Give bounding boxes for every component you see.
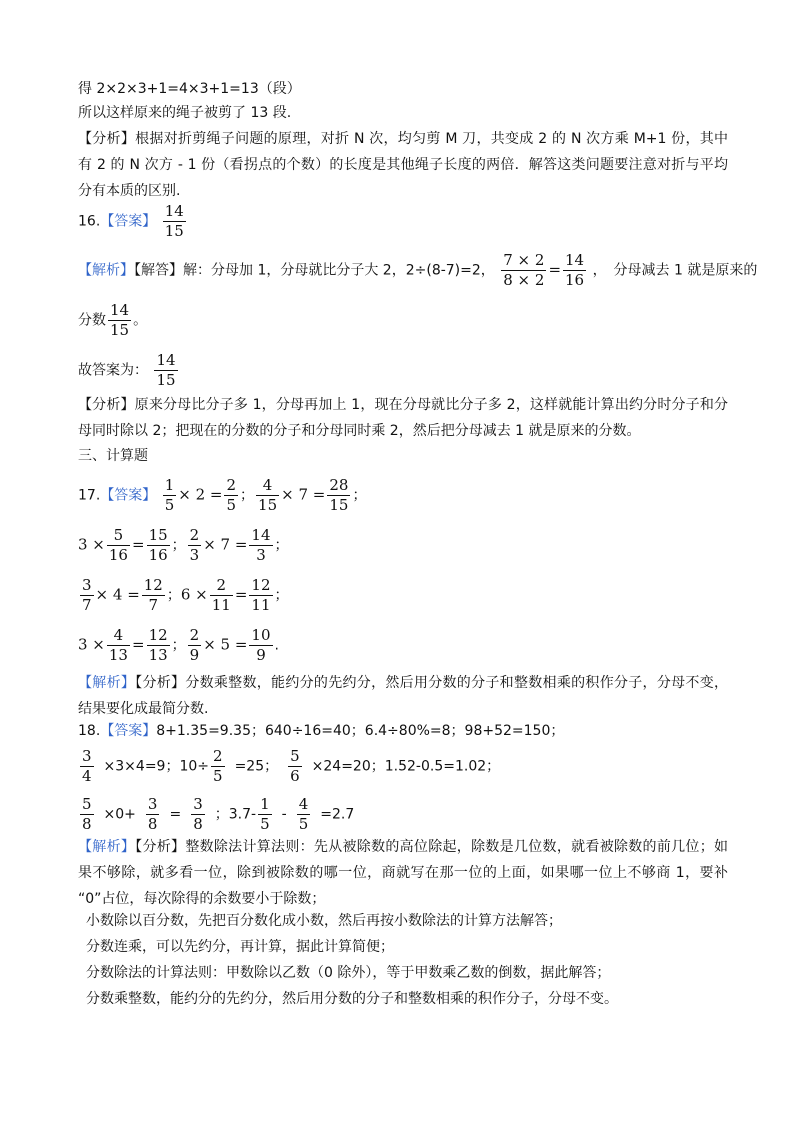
text-segment: ×24=20；1.52-0.5=1.02；: [311, 758, 501, 775]
fraction: [163, 477, 177, 514]
denominator: 3: [256, 546, 266, 564]
numerator: 3: [82, 576, 92, 594]
denominator: 8: [147, 815, 158, 833]
denominator: 5: [298, 815, 309, 833]
numerator: 5: [82, 795, 92, 813]
fraction: [288, 748, 302, 785]
text-segment: ；: [274, 537, 289, 554]
top-result: 所以这样原来的绳子被剪了 13 段.: [78, 105, 292, 121]
numerator: 3: [82, 747, 92, 765]
text-segment: =: [234, 585, 248, 604]
text-segment: 3 ×: [78, 635, 105, 654]
text-segment: =: [131, 535, 145, 554]
fraction: [249, 527, 272, 564]
numerator: 1: [164, 476, 175, 494]
text-segment: × 2 =: [178, 485, 223, 504]
fraction: [256, 477, 279, 514]
numerator: 14: [110, 301, 130, 319]
numerator: 12: [148, 626, 168, 644]
numerator: 12: [251, 576, 271, 594]
numerator: 4: [298, 795, 309, 813]
text-segment: × 4 =: [95, 585, 140, 604]
denominator: 11: [211, 596, 231, 614]
text-segment: × 5 =: [203, 635, 248, 654]
fraction: [297, 796, 311, 833]
denominator: 3: [189, 546, 200, 564]
numerator: 14: [251, 526, 271, 544]
denominator: 9: [189, 646, 200, 664]
q18-row2: [78, 748, 500, 785]
denominator: 5: [260, 815, 270, 833]
denominator: 16: [148, 546, 168, 564]
numerator: 2: [210, 577, 233, 596]
question-number: 16.: [78, 213, 101, 230]
numerator: 14: [156, 351, 176, 369]
fraction: [147, 527, 170, 564]
jiexi-tag: 【解析】: [78, 262, 134, 279]
fraction: [224, 477, 238, 514]
denominator: 15: [258, 496, 278, 514]
fraction: [80, 577, 94, 614]
q18-row3: [78, 796, 354, 833]
q17-row4: [78, 627, 279, 664]
denominator: 7: [82, 596, 92, 614]
text-segment: .: [274, 637, 279, 654]
q16-solution-line: [78, 252, 757, 289]
analysis-tag: 【分析】: [135, 675, 186, 691]
denominator: 5: [164, 496, 175, 514]
fraction: [80, 796, 94, 833]
fraction: [142, 577, 165, 614]
analysis-tag: 【分析】: [78, 397, 135, 413]
numerator: 5: [290, 747, 300, 765]
fraction: [258, 796, 272, 833]
denominator: 15: [329, 496, 349, 514]
q16-expr-fraction: [501, 252, 546, 289]
q16-so-answer: [78, 352, 180, 389]
text-segment: ；: [171, 537, 186, 554]
fraction: [211, 748, 225, 785]
q18-analysis: [78, 834, 728, 912]
text-segment: × 7 =: [203, 535, 248, 554]
q16-final-fraction: [154, 352, 177, 389]
fraction: [249, 627, 272, 664]
text-segment: -: [281, 806, 287, 823]
text-segment: ×0+: [103, 806, 136, 823]
fraction: [249, 577, 272, 614]
text-segment: ；: [240, 487, 255, 504]
q17-analysis: [78, 670, 728, 722]
denominator: 4: [82, 767, 92, 785]
q18-para5: 分数乘整数，能约分的先约分，然后用分数的分子和整数相乘的积作分子，分母不变。: [86, 991, 618, 1007]
text-segment: =: [131, 635, 145, 654]
denominator: 15: [110, 321, 130, 339]
denominator: 7: [148, 596, 159, 614]
denominator: 13: [148, 646, 168, 664]
top-equation: 得 2×2×3+1=4×3+1=13（段）: [78, 81, 301, 97]
q18-line1: [78, 721, 564, 741]
text-segment: 6 ×: [180, 585, 208, 604]
denominator: 15: [156, 371, 176, 389]
text-segment: 8+1.35=9.35；640÷16=40；6.4÷80%=8；98+52=150；: [156, 723, 565, 739]
text-segment: =: [548, 260, 562, 279]
numerator: 2: [226, 476, 237, 494]
fraction: [80, 748, 94, 785]
denominator: 16: [565, 271, 585, 289]
fraction: [210, 577, 233, 614]
analysis-tag: 【分析】: [135, 839, 186, 855]
text-segment: ；3.7-: [214, 806, 257, 823]
denominator: 8: [193, 815, 203, 833]
text-segment: 分数: [78, 312, 106, 329]
denominator: 5: [226, 496, 237, 514]
denominator: 16: [108, 546, 128, 564]
numerator: 15: [148, 526, 168, 544]
text-segment: 分数乘整数，能约分的先约分，然后用分数的分子和整数相乘的积作分子，分母不变，结果要化成最简分数.: [78, 675, 728, 717]
q16-result-fraction: [563, 252, 586, 289]
text-segment: 。: [133, 312, 148, 329]
q17-row3: [78, 577, 289, 614]
top-analysis: [78, 126, 728, 204]
text-segment: ， 分母减去 1 就是原来的: [592, 262, 758, 279]
denominator: 5: [213, 767, 223, 785]
text-segment: ；: [274, 587, 289, 604]
denominator: 8: [82, 815, 92, 833]
denominator: 9: [256, 646, 266, 664]
numerator: 4: [256, 477, 279, 496]
q18-para3: 分数连乘，可以先约分，再计算，据此计算简便；: [86, 939, 394, 955]
answer-tag: 【答案】: [100, 487, 157, 504]
text-segment: 解：分母加 1，分母就比分子大 2，2÷(8-7)=2，: [183, 262, 495, 279]
q16-solution-line2: [78, 302, 147, 339]
denominator: 11: [251, 596, 271, 614]
numerator: 1: [260, 795, 270, 813]
answer-tag: 【答案】: [100, 213, 157, 230]
text-segment: =: [169, 806, 182, 823]
fraction: [327, 477, 350, 514]
numerator: 2: [213, 747, 223, 765]
q18-para2: 小数除以百分数，先把百分数化成小数，然后再按小数除法的计算方法解答；: [86, 913, 562, 929]
answer-tag: 【答案】: [100, 723, 157, 739]
text-segment: 原来分母比分子多 1，分母再加上 1，现在分母就比分子多 2，这样就能计算出约分时分子和分母同时除以 2；把现在的分数的分子和分母同时乘 2，然后把分母减去 1 就是原来的分数。: [78, 397, 729, 439]
question-number: 17.: [78, 487, 101, 504]
numerator: 5: [107, 527, 130, 546]
text-segment: =25；: [234, 758, 279, 775]
text-segment: 3 ×: [78, 535, 105, 554]
text-segment: 整数除法计算法则：先从被除数的高位除起，除数是几位数，就看被除数的前几位；如果不够除，就多看一位，除到被除数的哪一位，商就写在那一位的上面，如果哪一位上不够商 1，要补 “0”占位，每次除得的余数要小于除数；: [78, 839, 728, 907]
numerator: 4: [107, 627, 130, 646]
fraction: [107, 627, 130, 664]
fraction: [107, 527, 130, 564]
question-number: 18.: [78, 723, 101, 739]
q18-para4: 分数除法的计算法则：甲数除以乙数（0 除外），等于甲数乘乙数的倒数，据此解答；: [86, 965, 611, 981]
text-segment: 故答案为：: [78, 362, 148, 379]
jieda-tag: 【解答】: [134, 262, 183, 279]
fraction: [191, 796, 205, 833]
q16-answer-line: [78, 203, 188, 240]
numerator: 3: [147, 795, 158, 813]
q16-answer-fraction: [163, 203, 186, 240]
denominator: 13: [108, 646, 128, 664]
denominator: 15: [164, 222, 184, 240]
numerator: 14: [164, 202, 184, 220]
numerator: 3: [193, 795, 203, 813]
numerator: 10: [251, 626, 271, 644]
fraction: [188, 627, 202, 664]
denominator: 8 × 2: [503, 271, 545, 289]
fraction: [146, 796, 160, 833]
text-segment: ；: [352, 487, 367, 504]
numerator: 2: [189, 526, 200, 544]
numerator: 12: [143, 576, 163, 594]
q17-row2: [78, 527, 289, 564]
section-heading: 三、计算题: [78, 448, 148, 464]
text-segment: 根据对折剪绳子问题的原理，对折 N 次，均匀剪 M 刀，共变成 2 的 N 次方乘 M+1 份，其中有 2 的 N 次方 - 1 份（看拐点的个数）的长度是其他绳子长度的两倍．解答这类问题要注意对折与平均分有本质的区别.: [78, 131, 729, 199]
text-segment: =2.7: [320, 806, 355, 823]
jiexi-tag: 【解析】: [78, 839, 136, 855]
text-segment: ；: [166, 587, 181, 604]
jiexi-tag: 【解析】: [78, 675, 136, 691]
fraction: [188, 527, 202, 564]
numerator: 2: [189, 626, 200, 644]
q16-analysis: [78, 392, 728, 444]
numerator: 7 × 2: [503, 251, 545, 269]
q16-original-fraction: [108, 302, 131, 339]
text-segment: ×3×4=9；10÷: [103, 758, 210, 775]
numerator: 28: [329, 476, 349, 494]
numerator: 14: [565, 251, 585, 269]
fraction: [147, 627, 170, 664]
q17-row1: [78, 477, 366, 514]
analysis-tag: 【分析】: [78, 131, 136, 147]
text-segment: × 7 =: [281, 485, 326, 504]
denominator: 6: [290, 767, 300, 785]
text-segment: ；: [171, 637, 186, 654]
